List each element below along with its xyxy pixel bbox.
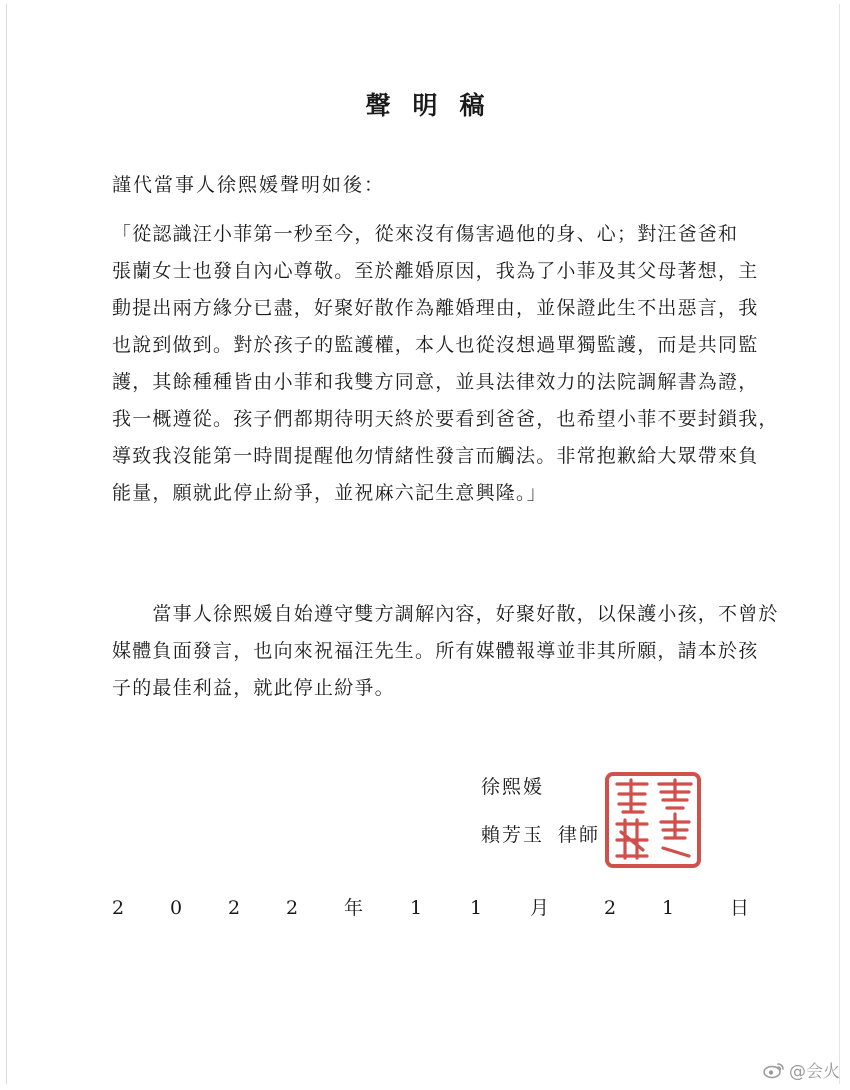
statement-line: 也說到做到。對於孩子的監護權，本人也從沒想過單獨監護，而是共同監 [112,334,759,356]
page-title: 聲明稿 [365,91,507,120]
date-month-label: 月 [530,897,550,919]
date-year-digit: 2 [112,897,125,919]
date-year-digit: 2 [286,897,299,919]
statement-line: 我一概遵從。孩子們都期待明天終於要看到爸爸，也希望小菲不要封鎖我， [112,408,779,430]
paragraph-line: 當事人徐熙媛自始遵守雙方調解內容，好聚好散，以保護小孩，不曾於 [112,603,779,625]
paragraph-line: 子的最佳利益，就此停止紛爭。 [112,677,395,699]
signature-block [481,763,600,859]
date-day-digit: 1 [662,897,675,919]
date-year-digit: 2 [228,897,241,919]
document-date [0,893,850,923]
paragraph-line: 媒體負面發言，也向來祝福汪先生。所有媒體報導並非其所願，請本於孩 [112,640,759,662]
statement-line: 護，其餘種種皆由小菲和我雙方同意，並具法律效力的法院調解書為證， [112,371,759,393]
date-day-digit: 2 [604,897,617,919]
client-paragraph [112,596,779,707]
quoted-statement [112,216,779,512]
statement-line: 導致我沒能第一時間提醒他勿情緒性發言而觸法。非常抱歉給大眾帶來負 [112,445,759,467]
watermark [763,1057,840,1082]
date-year-digit: 0 [170,897,183,919]
statement-line: 張蘭女士也發自內心尊敬。至於離婚原因，我為了小菲及其父母著想，主 [112,260,759,282]
lawyer-signature-line [481,811,600,859]
lawyer-seal-stamp [603,770,703,870]
lawyer-name: 賴芳玉 [481,824,545,846]
weibo-logo-icon [763,1061,785,1079]
statement-line: 動提出兩方緣分已盡，好聚好散作為離婚理由，並保證此生不出惡言，我 [112,297,759,319]
date-day-label: 日 [730,897,750,919]
date-year-label: 年 [344,897,364,919]
signatory-name: 徐熙媛 [481,776,545,798]
statement-line: 能量，願就此停止紛爭，並祝麻六記生意興隆。」 [112,482,547,504]
date-month-digit: 1 [470,897,483,919]
date-month-digit: 1 [410,897,423,919]
statement-line: 「從認識汪小菲第一秒至今，從來沒有傷害過他的身、心；對汪爸爸和 [112,223,739,245]
lawyer-title: 律師 [558,824,601,846]
salutation: 謹代當事人徐熙媛聲明如後： [112,174,386,196]
watermark-text: @会火 [789,1062,840,1082]
